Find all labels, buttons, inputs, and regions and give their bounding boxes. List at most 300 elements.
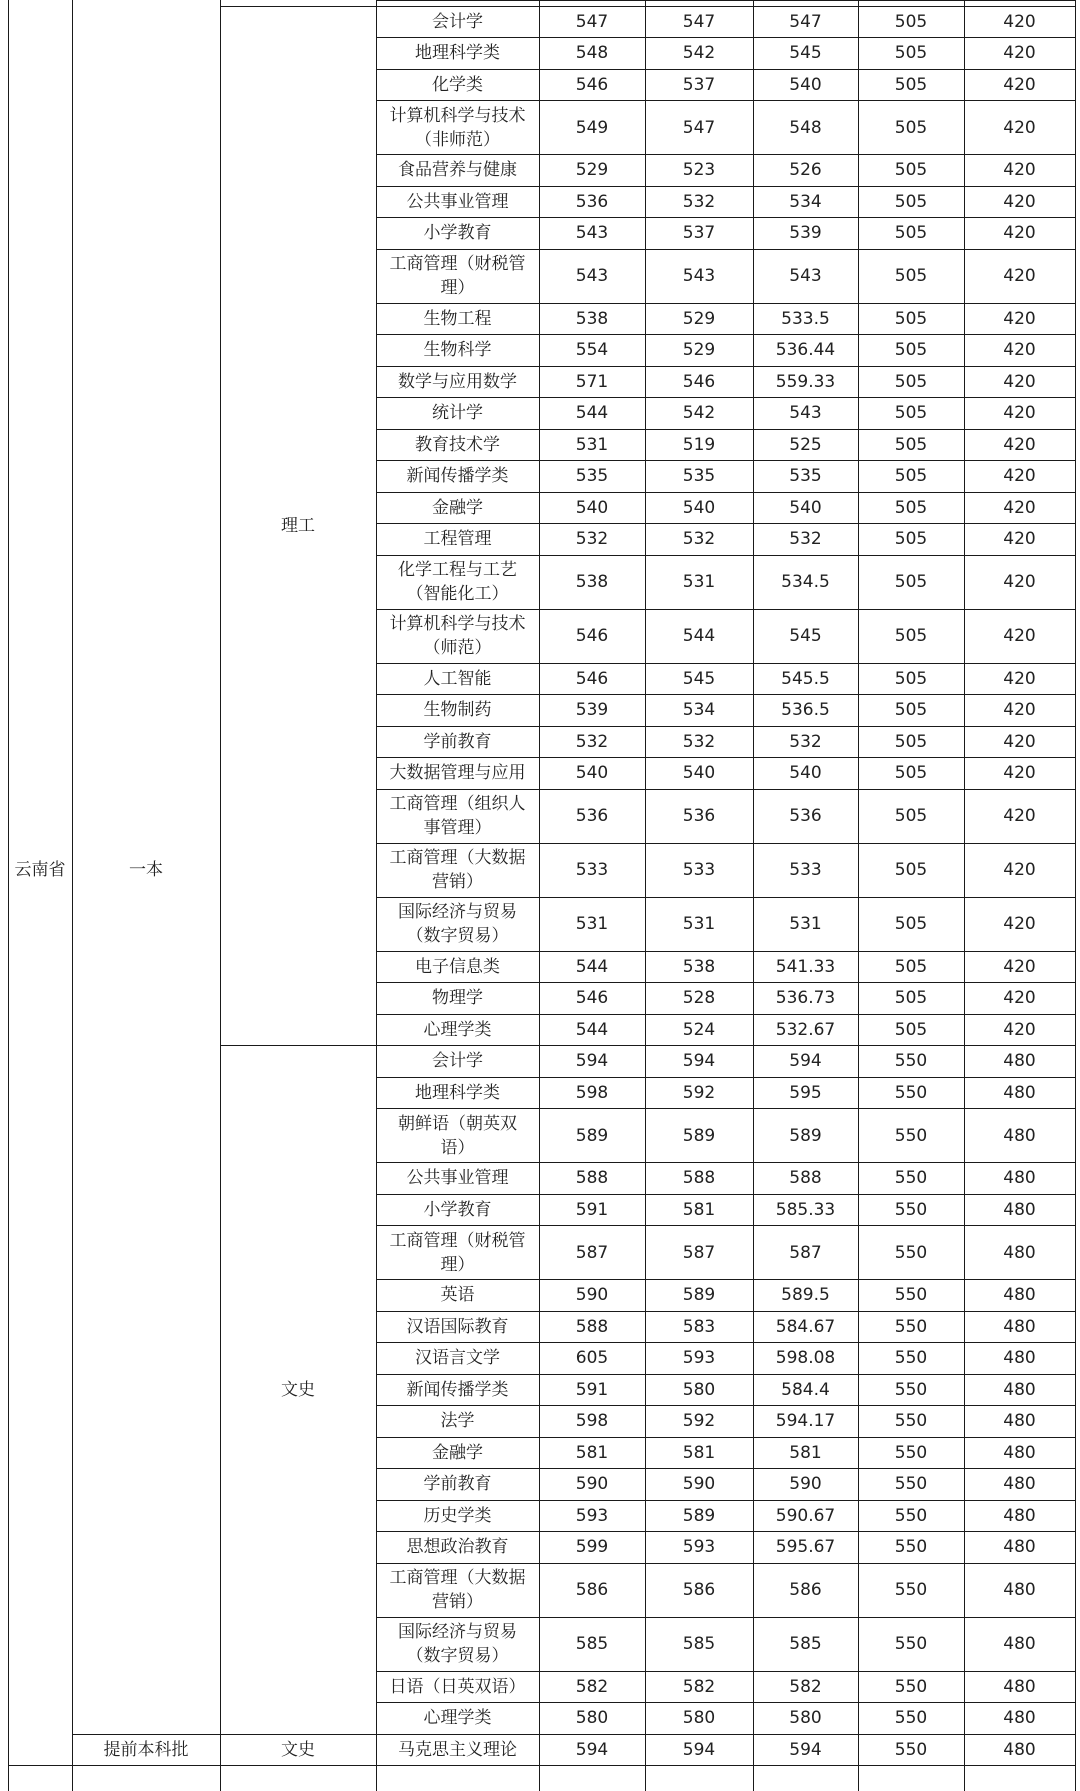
province-cell: 云南省: [14, 860, 66, 880]
avg-score-cell: 547: [789, 11, 822, 32]
grid-line: [376, 1405, 1076, 1406]
grid-line: [376, 1500, 1076, 1501]
avg-score-cell: 534.5: [781, 572, 830, 592]
grid-line: [376, 154, 1076, 155]
major-cell: 日语（日英双语）: [389, 1676, 526, 1697]
line-cell: 480: [1003, 1739, 1036, 1760]
max-score-cell: 599: [575, 1537, 609, 1558]
line-cell: 420: [1003, 223, 1036, 244]
line-cell: 420: [1003, 74, 1036, 95]
line-cell: 480: [1003, 1285, 1036, 1306]
control-line-cell: 505: [894, 497, 928, 518]
min-score-cell: 590: [682, 1474, 716, 1495]
avg-score-cell: 536.44: [775, 340, 836, 361]
avg-score-cell: 536: [789, 806, 822, 826]
max-score-cell: 571: [575, 371, 609, 392]
max-score-cell: 548: [575, 43, 609, 64]
line-cell: 420: [1003, 403, 1036, 424]
avg-score-cell: 586: [789, 1580, 822, 1600]
line-cell: 480: [1003, 1242, 1036, 1263]
line-cell: 480: [1003, 1379, 1036, 1400]
max-score-cell: 536: [575, 806, 609, 826]
grid-line: [376, 843, 1076, 844]
major-cell: 物理学: [432, 988, 483, 1009]
avg-score-cell: 585.33: [775, 1199, 836, 1220]
control-line-cell: 505: [894, 117, 928, 138]
line-cell: 420: [1003, 626, 1036, 646]
line-cell: 420: [1003, 700, 1036, 721]
line-cell: 420: [1003, 956, 1036, 977]
min-score-cell: 580: [682, 1708, 716, 1729]
max-score-cell: 543: [575, 223, 609, 244]
major-cell: 学前教育: [423, 1474, 492, 1495]
min-score-cell: 531: [682, 572, 716, 592]
avg-score-cell: 540: [789, 763, 822, 784]
max-score-cell: 598: [575, 1411, 609, 1432]
line-cell: 420: [1003, 988, 1036, 1009]
max-score-cell: 580: [575, 1708, 609, 1729]
max-score-cell: 598: [575, 1082, 609, 1103]
line-cell: 420: [1003, 308, 1036, 329]
max-score-cell: 589: [575, 1125, 609, 1146]
avg-score-cell: 585: [789, 1634, 822, 1654]
line-cell: 420: [1003, 497, 1036, 518]
min-score-cell: 531: [682, 914, 716, 934]
grid-line: [376, 1617, 1076, 1618]
max-score-cell: 581: [575, 1442, 609, 1463]
avg-score-cell: 590.67: [775, 1505, 836, 1526]
max-score-cell: 538: [575, 308, 609, 329]
grid-line: [376, 69, 1076, 70]
grid-line: [376, 100, 1076, 101]
category-cell: 文史: [281, 1739, 315, 1760]
avg-score-cell: 589: [789, 1125, 822, 1146]
control-line-cell: 505: [894, 806, 928, 826]
max-score-cell: 538: [575, 572, 609, 592]
grid-line: [376, 1437, 1076, 1438]
line-cell: 420: [1003, 160, 1036, 181]
batch-cell: 提前本科批: [103, 1739, 189, 1760]
major-cell: 小学教育: [423, 1199, 492, 1220]
line-cell: 480: [1003, 1580, 1036, 1600]
grid-line: [376, 217, 1076, 218]
min-score-cell: 587: [682, 1242, 716, 1263]
max-score-cell: 544: [575, 1019, 609, 1040]
control-line-cell: 505: [894, 860, 928, 880]
line-cell: 420: [1003, 860, 1036, 880]
control-line-cell: 550: [894, 1474, 928, 1495]
min-score-cell: 589: [682, 1505, 716, 1526]
max-score-cell: 586: [575, 1580, 609, 1600]
control-line-cell: 505: [894, 223, 928, 244]
avg-score-cell: 582: [789, 1676, 822, 1697]
line-cell: 480: [1003, 1348, 1036, 1369]
grid-line: [376, 1162, 1076, 1163]
min-score-cell: 545: [682, 668, 716, 689]
grid-line: [964, 0, 965, 1791]
control-line-cell: 505: [894, 74, 928, 95]
avg-score-cell: 595.67: [775, 1537, 836, 1558]
min-score-cell: 589: [682, 1125, 716, 1146]
line-cell: 480: [1003, 1505, 1036, 1526]
major-cell: 工商管理（组织人 事管理）: [389, 794, 526, 838]
major-cell: 工商管理（财税管 理）: [389, 1230, 526, 1275]
grid-line: [376, 186, 1076, 187]
major-cell: 学前教育: [423, 731, 492, 752]
control-line-cell: 550: [894, 1168, 928, 1189]
major-cell: 数学与应用数学: [398, 371, 517, 392]
avg-score-cell: 580: [789, 1708, 822, 1729]
control-line-cell: 550: [894, 1739, 928, 1760]
avg-score-cell: 532: [789, 529, 822, 550]
control-line-cell: 550: [894, 1505, 928, 1526]
control-line-cell: 505: [894, 160, 928, 181]
avg-score-cell: 545.5: [781, 668, 830, 689]
avg-score-cell: 534: [789, 191, 822, 212]
min-score-cell: 546: [682, 371, 716, 392]
grid-line: [376, 303, 1076, 304]
line-cell: 420: [1003, 117, 1036, 138]
max-score-cell: 539: [575, 700, 609, 721]
grid-line: [376, 694, 1076, 695]
min-score-cell: 544: [682, 626, 716, 646]
max-score-cell: 585: [575, 1634, 609, 1654]
control-line-cell: 550: [894, 1285, 928, 1306]
control-line-cell: 505: [894, 914, 928, 934]
min-score-cell: 529: [682, 308, 716, 329]
line-cell: 420: [1003, 371, 1036, 392]
control-line-cell: 550: [894, 1348, 928, 1369]
control-line-cell: 550: [894, 1537, 928, 1558]
max-score-cell: 587: [575, 1242, 609, 1263]
avg-score-cell: 531: [789, 914, 822, 934]
grid-line: [72, 1734, 1076, 1735]
grid-line: [539, 0, 540, 1791]
line-cell: 480: [1003, 1125, 1036, 1146]
major-cell: 工程管理: [423, 529, 492, 550]
min-score-cell: 582: [682, 1676, 716, 1697]
min-score-cell: 542: [682, 403, 716, 424]
line-cell: 480: [1003, 1442, 1036, 1463]
max-score-cell: 546: [575, 626, 609, 646]
min-score-cell: 535: [682, 466, 716, 487]
grid-line: [858, 0, 859, 1791]
avg-score-cell: 594: [789, 1051, 822, 1072]
min-score-cell: 540: [682, 763, 716, 784]
major-cell: 地理科学类: [415, 43, 500, 64]
category-cell: 文史: [281, 1379, 315, 1400]
grid-line: [376, 1014, 1076, 1015]
max-score-cell: 532: [575, 731, 609, 752]
grid-line: [376, 726, 1076, 727]
line-cell: 420: [1003, 529, 1036, 550]
grid-line: [376, 982, 1076, 983]
control-line-cell: 550: [894, 1580, 928, 1600]
min-score-cell: 581: [682, 1199, 716, 1220]
min-score-cell: 585: [682, 1634, 716, 1654]
major-cell: 金融学: [432, 1442, 483, 1463]
grid-line: [376, 460, 1076, 461]
major-cell: 法学: [440, 1411, 475, 1432]
control-line-cell: 550: [894, 1051, 928, 1072]
major-cell: 公共事业管理: [406, 1168, 509, 1189]
avg-score-cell: 532.67: [775, 1019, 836, 1040]
max-score-cell: 544: [575, 403, 609, 424]
avg-score-cell: 525: [789, 434, 822, 455]
min-score-cell: 583: [682, 1316, 716, 1337]
grid-line: [8, 1765, 1076, 1766]
max-score-cell: 582: [575, 1676, 609, 1697]
major-cell: 生物工程: [423, 308, 492, 329]
max-score-cell: 547: [575, 11, 609, 32]
control-line-cell: 505: [894, 763, 928, 784]
max-score-cell: 546: [575, 74, 609, 95]
grid-line: [376, 609, 1076, 610]
major-cell: 工商管理（大数据 营销）: [389, 1568, 526, 1612]
control-line-cell: 505: [894, 266, 928, 286]
min-score-cell: 532: [682, 191, 716, 212]
control-line-cell: 550: [894, 1316, 928, 1337]
avg-score-cell: 543: [789, 403, 822, 424]
control-line-cell: 505: [894, 626, 928, 646]
line-cell: 420: [1003, 466, 1036, 487]
major-cell: 朝鲜语（朝英双 语）: [398, 1113, 517, 1158]
max-score-cell: 533: [575, 860, 609, 880]
control-line-cell: 505: [894, 43, 928, 64]
control-line-cell: 505: [894, 466, 928, 487]
grid-line: [376, 1342, 1076, 1343]
max-score-cell: 531: [575, 914, 609, 934]
major-cell: 会计学: [432, 11, 483, 32]
line-cell: 420: [1003, 731, 1036, 752]
avg-score-cell: 545: [789, 626, 822, 646]
control-line-cell: 505: [894, 668, 928, 689]
avg-score-cell: 581: [789, 1442, 822, 1463]
grid-line: [376, 1671, 1076, 1672]
grid-line: [72, 0, 73, 1791]
grid-line: [376, 0, 1076, 1]
min-score-cell: 547: [682, 117, 716, 138]
avg-score-cell: 532: [789, 731, 822, 752]
major-cell: 心理学类: [423, 1019, 492, 1040]
min-score-cell: 594: [682, 1739, 716, 1760]
grid-line: [376, 1077, 1076, 1078]
control-line-cell: 550: [894, 1634, 928, 1654]
min-score-cell: 519: [682, 434, 716, 455]
min-score-cell: 534: [682, 700, 716, 721]
max-score-cell: 531: [575, 434, 609, 455]
avg-score-cell: 533: [789, 860, 822, 880]
avg-score-cell: 526: [789, 160, 822, 181]
avg-score-cell: 594.17: [775, 1411, 836, 1432]
min-score-cell: 528: [682, 988, 716, 1009]
control-line-cell: 505: [894, 371, 928, 392]
major-cell: 人工智能: [423, 668, 492, 689]
major-cell: 汉语国际教育: [406, 1316, 509, 1337]
max-score-cell: 593: [575, 1505, 609, 1526]
control-line-cell: 505: [894, 700, 928, 721]
grid-line: [376, 429, 1076, 430]
line-cell: 480: [1003, 1537, 1036, 1558]
grid-line: [376, 757, 1076, 758]
control-line-cell: 550: [894, 1082, 928, 1103]
max-score-cell: 605: [575, 1348, 609, 1369]
max-score-cell: 594: [575, 1051, 609, 1072]
batch-cell: 一本: [129, 860, 163, 880]
line-cell: 420: [1003, 434, 1036, 455]
grid-line: [376, 1531, 1076, 1532]
min-score-cell: 537: [682, 223, 716, 244]
min-score-cell: 547: [682, 11, 716, 32]
control-line-cell: 505: [894, 11, 928, 32]
min-score-cell: 543: [682, 266, 716, 286]
grid-line: [1075, 0, 1076, 1791]
grid-line: [376, 366, 1076, 367]
avg-score-cell: 598.08: [775, 1348, 836, 1369]
min-score-cell: 593: [682, 1537, 716, 1558]
major-cell: 公共事业管理: [406, 191, 509, 212]
major-cell: 生物科学: [423, 340, 492, 361]
major-cell: 小学教育: [423, 223, 492, 244]
major-cell: 大数据管理与应用: [389, 763, 526, 784]
max-score-cell: 590: [575, 1474, 609, 1495]
control-line-cell: 505: [894, 340, 928, 361]
control-line-cell: 505: [894, 191, 928, 212]
avg-score-cell: 584.4: [781, 1379, 830, 1400]
min-score-cell: 533: [682, 860, 716, 880]
major-cell: 新闻传播学类: [406, 1379, 509, 1400]
avg-score-cell: 533.5: [781, 308, 830, 329]
line-cell: 420: [1003, 43, 1036, 64]
min-score-cell: 524: [682, 1019, 716, 1040]
line-cell: 480: [1003, 1634, 1036, 1654]
avg-score-cell: 536.73: [775, 988, 836, 1009]
line-cell: 480: [1003, 1051, 1036, 1072]
min-score-cell: 537: [682, 74, 716, 95]
major-cell: 国际经济与贸易 （数字贸易）: [398, 1622, 517, 1666]
avg-score-cell: 535: [789, 466, 822, 487]
major-cell: 工商管理（大数据 营销）: [389, 848, 526, 892]
line-cell: 420: [1003, 914, 1036, 934]
max-score-cell: 591: [575, 1199, 609, 1220]
line-cell: 480: [1003, 1411, 1036, 1432]
max-score-cell: 588: [575, 1316, 609, 1337]
control-line-cell: 550: [894, 1411, 928, 1432]
grid-line: [220, 1045, 1076, 1046]
major-cell: 金融学: [432, 497, 483, 518]
grid-line: [376, 334, 1076, 335]
control-line-cell: 550: [894, 1125, 928, 1146]
control-line-cell: 550: [894, 1708, 928, 1729]
line-cell: 420: [1003, 763, 1036, 784]
avg-score-cell: 595: [789, 1082, 822, 1103]
major-cell: 生物制药: [423, 700, 492, 721]
grid-line: [376, 789, 1076, 790]
control-line-cell: 550: [894, 1676, 928, 1697]
min-score-cell: 589: [682, 1285, 716, 1306]
category-cell: 理工: [281, 515, 315, 536]
grid-line: [376, 37, 1076, 38]
grid-line: [753, 0, 754, 1791]
major-cell: 英语: [440, 1285, 475, 1306]
min-score-cell: 580: [682, 1379, 716, 1400]
min-score-cell: 592: [682, 1082, 716, 1103]
max-score-cell: 546: [575, 988, 609, 1009]
line-cell: 480: [1003, 1316, 1036, 1337]
grid-line: [376, 523, 1076, 524]
grid-line: [220, 0, 221, 1791]
major-cell: 会计学: [432, 1051, 483, 1072]
avg-score-cell: 541.33: [775, 956, 836, 977]
grid-line: [376, 249, 1076, 250]
grid-line: [8, 0, 9, 1791]
max-score-cell: 594: [575, 1739, 609, 1760]
control-line-cell: 505: [894, 434, 928, 455]
line-cell: 420: [1003, 11, 1036, 32]
line-cell: 420: [1003, 668, 1036, 689]
major-cell: 电子信息类: [415, 956, 500, 977]
max-score-cell: 536: [575, 191, 609, 212]
line-cell: 420: [1003, 340, 1036, 361]
avg-score-cell: 587: [789, 1242, 822, 1263]
control-line-cell: 505: [894, 308, 928, 329]
avg-score-cell: 548: [789, 117, 822, 138]
grid-line: [376, 1225, 1076, 1226]
max-score-cell: 549: [575, 117, 609, 138]
grid-line: [376, 492, 1076, 493]
max-score-cell: 529: [575, 160, 609, 181]
major-cell: 新闻传播学类: [406, 466, 509, 487]
line-cell: 480: [1003, 1199, 1036, 1220]
grid-line: [376, 1563, 1076, 1564]
grid-line: [376, 663, 1076, 664]
line-cell: 420: [1003, 806, 1036, 826]
max-score-cell: 544: [575, 956, 609, 977]
min-score-cell: 536: [682, 806, 716, 826]
min-score-cell: 594: [682, 1051, 716, 1072]
control-line-cell: 505: [894, 403, 928, 424]
min-score-cell: 529: [682, 340, 716, 361]
grid-line: [376, 1279, 1076, 1280]
control-line-cell: 505: [894, 956, 928, 977]
grid-line: [376, 1108, 1076, 1109]
max-score-cell: 546: [575, 668, 609, 689]
line-cell: 420: [1003, 1019, 1036, 1040]
major-cell: 汉语言文学: [415, 1348, 500, 1369]
grid-line: [376, 1468, 1076, 1469]
avg-score-cell: 588: [789, 1168, 822, 1189]
avg-score-cell: 543: [789, 266, 822, 286]
grid-line: [376, 897, 1076, 898]
max-score-cell: 535: [575, 466, 609, 487]
line-cell: 480: [1003, 1082, 1036, 1103]
min-score-cell: 593: [682, 1348, 716, 1369]
grid-line: [376, 555, 1076, 556]
max-score-cell: 554: [575, 340, 609, 361]
avg-score-cell: 584.67: [775, 1316, 836, 1337]
avg-score-cell: 536.5: [781, 700, 830, 721]
max-score-cell: 591: [575, 1379, 609, 1400]
min-score-cell: 588: [682, 1168, 716, 1189]
max-score-cell: 543: [575, 266, 609, 286]
avg-score-cell: 589.5: [781, 1285, 830, 1306]
avg-score-cell: 539: [789, 223, 822, 244]
max-score-cell: 590: [575, 1285, 609, 1306]
min-score-cell: 540: [682, 497, 716, 518]
grid-line: [376, 1194, 1076, 1195]
max-score-cell: 540: [575, 763, 609, 784]
grid-line: [376, 1702, 1076, 1703]
